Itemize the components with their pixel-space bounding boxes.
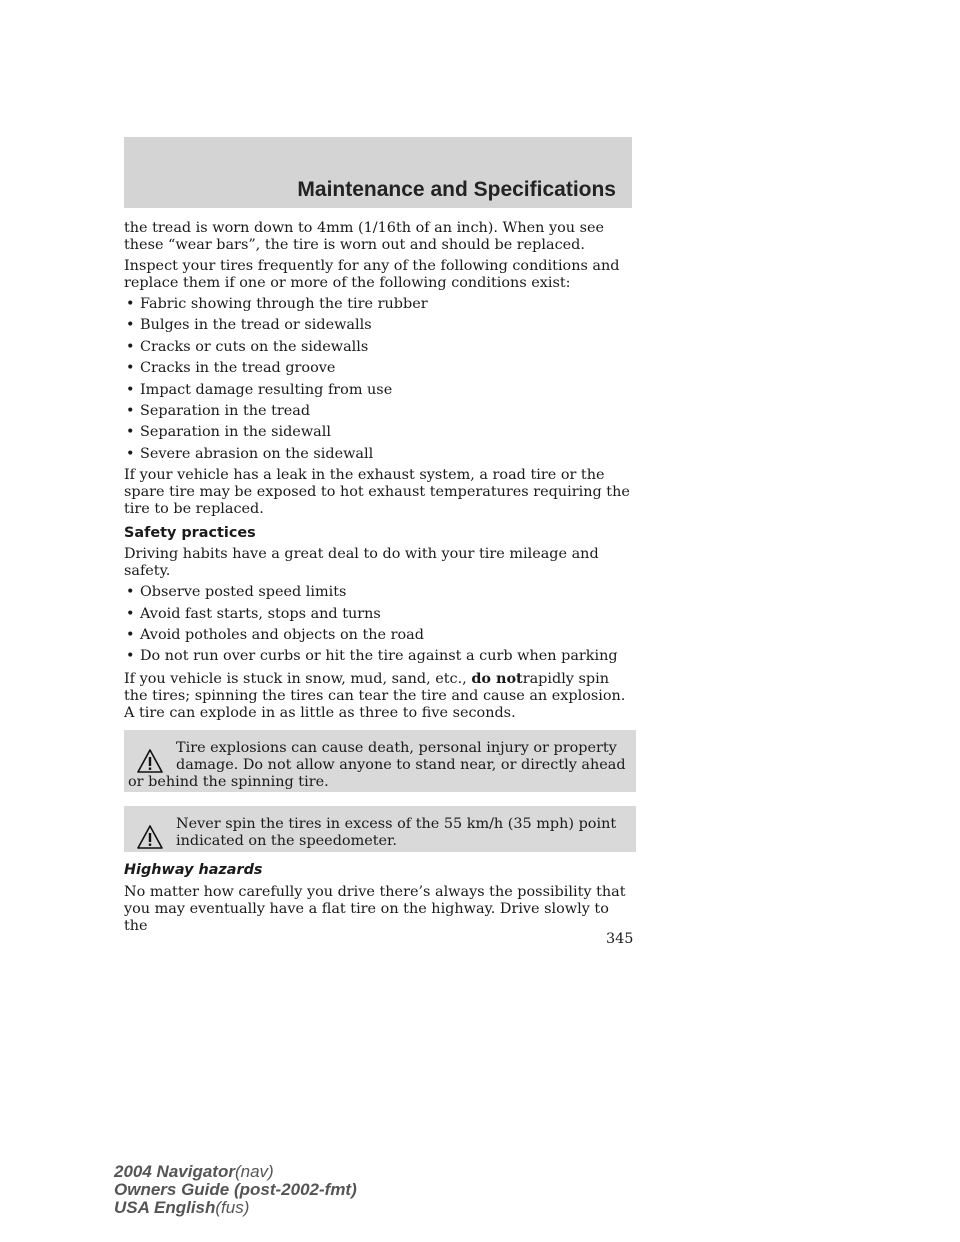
bullet-icon: • <box>126 402 135 419</box>
paragraph-inspect: Inspect your tires frequently for any of the following conditions and replace them if one or more of the following conditions exist: <box>124 258 620 291</box>
list-item-text: Separation in the sidewall <box>140 424 331 441</box>
bullet-icon: • <box>126 296 135 312</box>
paragraph-stuck <box>124 670 636 722</box>
list-item-text: Separation in the tread <box>140 402 311 419</box>
list-item-text: Observe posted speed limits <box>140 584 347 601</box>
stuck-text-start: If you vehicle is stuck in snow, mud, sand, etc., <box>124 670 472 687</box>
list-item-text: Fabric showing through the tire rubber <box>140 296 428 312</box>
list-item-text: Severe abrasion on the sidewall <box>140 445 374 462</box>
do-not-emphasis: do not <box>471 669 523 687</box>
bullet-icon: • <box>126 605 135 622</box>
footer-language: USA English <box>114 1198 216 1217</box>
section-title: Maintenance and Specifications <box>297 178 616 201</box>
list-item <box>124 296 636 313</box>
highway-heading: Highway hazards <box>124 861 263 878</box>
practice-list <box>124 584 636 665</box>
footer-model: 2004 Navigator <box>114 1162 235 1181</box>
footer-line-language <box>114 1199 357 1217</box>
footer-line-model <box>114 1163 357 1181</box>
list-item <box>124 584 636 601</box>
page-number: 345 <box>606 931 634 947</box>
list-item-text: Bulges in the tread or sidewalls <box>140 317 372 334</box>
warning-triangle-icon <box>136 748 164 774</box>
bullet-icon: • <box>126 360 135 377</box>
list-item-text: Avoid potholes and objects on the road <box>140 626 424 643</box>
list-item-text: Cracks or cuts on the sidewalls <box>140 338 369 355</box>
footer-language-code: (fus) <box>215 1198 250 1217</box>
list-item <box>124 382 636 399</box>
paragraph-wear-bars: the tread is worn down to 4mm (1/16th of an inch). When you see these “wear bars”, the tire is worn out and should be replaced. <box>124 220 605 253</box>
bullet-icon: • <box>126 381 135 398</box>
warning-box-explosion <box>124 730 636 792</box>
list-item <box>124 339 636 356</box>
paragraph-exhaust: If your vehicle has a leak in the exhaust system, a road tire or the spare tire may be exposed to hot exhaust temperatures requiring the tire to be replaced. <box>124 467 630 518</box>
condition-list <box>124 296 636 463</box>
warning-triangle-icon <box>136 824 164 850</box>
section-header <box>124 137 632 208</box>
footer-line-guide <box>114 1181 357 1199</box>
safety-heading: Safety practices <box>124 525 256 542</box>
bullet-icon: • <box>126 424 135 441</box>
warning-text-speed: Never spin the tires in excess of the 55 km/h (35 mph) point indicated on the speedometer. <box>176 815 617 849</box>
paragraph-flat-tire: No matter how carefully you drive there’s always the possibility that you may eventually have a flat tire on the highway. Drive slowly to the <box>124 883 626 934</box>
list-item-text: Do not run over curbs or hit the tire against a curb when parking <box>140 648 618 665</box>
list-item <box>124 446 636 463</box>
list-item-text: Impact damage resulting from use <box>140 381 393 398</box>
list-item <box>124 648 636 665</box>
list-item <box>124 360 636 377</box>
page-body <box>124 220 636 939</box>
bullet-icon: • <box>126 338 135 355</box>
list-item <box>124 424 636 441</box>
list-item <box>124 317 636 334</box>
bullet-icon: • <box>126 584 135 601</box>
list-item <box>124 606 636 623</box>
footer-model-code: (nav) <box>234 1162 274 1181</box>
list-item-text: Avoid fast starts, stops and turns <box>140 605 381 622</box>
footer-guide: Owners Guide (post-2002-fmt) <box>114 1180 357 1199</box>
document-footer <box>114 1163 357 1217</box>
paragraph-driving-habits: Driving habits have a great deal to do with your tire mileage and safety. <box>124 546 599 580</box>
warning-box-speed <box>124 806 636 852</box>
bullet-icon: • <box>126 317 135 334</box>
list-item <box>124 627 636 644</box>
list-item <box>124 403 636 420</box>
stuck-text-end: rapidly spin the tires; spinning the tires can tear the tire and cause an explosion. A tire can explode in as little as three to five seconds. <box>124 670 626 721</box>
bullet-icon: • <box>126 626 135 643</box>
bullet-icon: • <box>126 445 135 462</box>
warning-text-explosion: Tire explosions can cause death, personal injury or property damage. Do not allow anyone to stand near, or directly ahead or behind the spinning tire. <box>128 739 626 790</box>
bullet-icon: • <box>126 648 135 665</box>
list-item-text: Cracks in the tread groove <box>140 360 336 377</box>
